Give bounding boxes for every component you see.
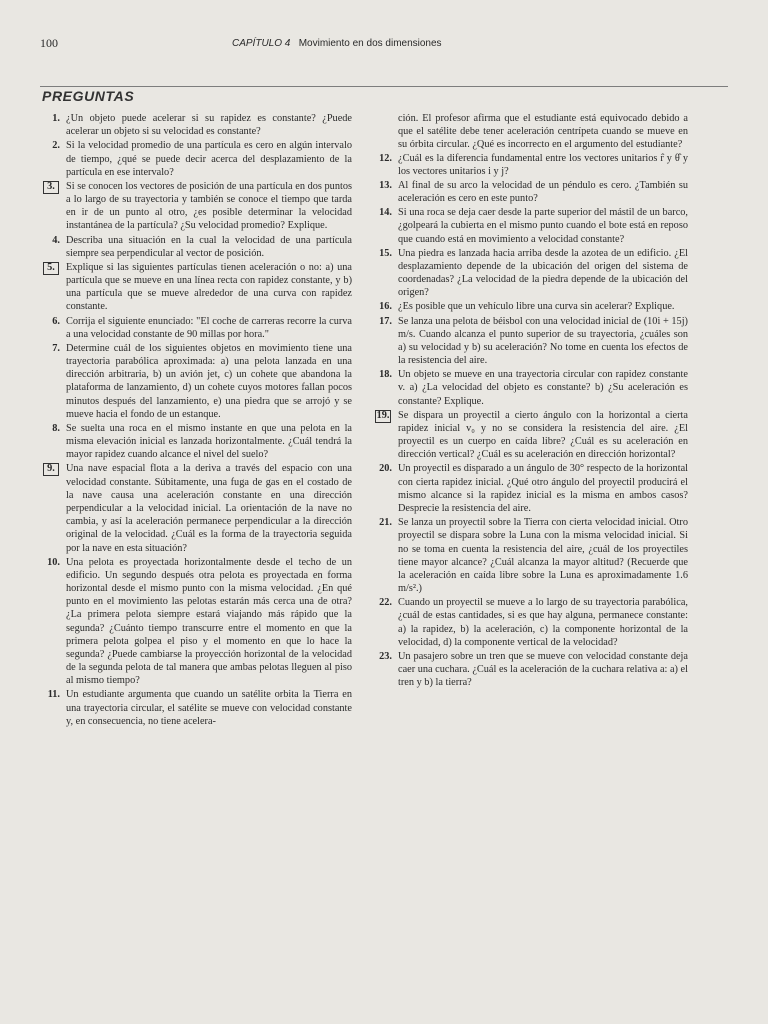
question-text: Un objeto se mueve en una trayectoria circular con rapidez constante v. a) ¿La velocidad del objeto es constante? b) ¿Su aceleración es constante? Explique. xyxy=(398,369,688,407)
question-1 xyxy=(40,112,352,138)
question-text: Al final de su arco la velocidad de un péndulo es cero. ¿También su aceleración es cero en este punto? xyxy=(398,179,688,205)
right-column xyxy=(372,112,688,690)
question-text: Se lanza una pelota de béisbol con una velocidad inicial de (10i + 15j) m/s. Cuando alcanza el punto superior de su trayectoria, ¿cuáles son a) su velocidad y b) su aceleración? No tome en cuenta los efectos de la resistencia del aire. xyxy=(398,315,688,367)
question-9 xyxy=(40,462,352,554)
question-number: 7. xyxy=(52,342,60,354)
question-text: Una pelota es proyectada horizontalmente desde el techo de un edificio. Un segundo después otra pelota es proyectada en forma horizontal desde el mismo punto con la misma velocidad. ¿En qué punto en el movimiento las pelotas estarán más cerca una de otra? ¿La primera pelota siempre estará viajando más rápido que la segunda? ¿Cuánto tiempo transcurre entre el momento en que la primera pelota golpea el piso y el momento en que lo hace la segunda? ¿Puede cambiarse la proyección horizontal de la velocidad de la segunda pelota de tal manera que ambas pelotas lleguen al piso al mismo tiempo? xyxy=(66,556,352,687)
question-number: 17. xyxy=(379,315,392,327)
question-text: ¿Es posible que un vehículo libre una curva sin acelerar? Explique. xyxy=(398,301,675,313)
question-number-boxed: 19. xyxy=(376,409,390,421)
question-16 xyxy=(372,300,688,313)
page-number: 100 xyxy=(40,36,58,50)
left-column xyxy=(40,112,352,729)
question-text: Se suelta una roca en el mismo instante en que una pelota en la misma elevación inicial es lanzada horizontalmente. ¿Cuál tendrá la mayor rapidez cuando alcance el nivel del suelo? xyxy=(66,422,352,461)
question-6 xyxy=(40,315,352,341)
question-20 xyxy=(372,462,688,515)
question-number: 11. xyxy=(47,689,60,701)
question-18 xyxy=(372,368,688,408)
question-4 xyxy=(40,234,352,260)
question-number-boxed: 9. xyxy=(43,463,59,476)
question-7 xyxy=(40,342,352,421)
question-text: Una piedra es lanzada hacia arriba desde la azotea de un edificio. ¿El desplazamiento depende de la ubicación del origen del sistema de coordenadas? ¿La velocidad de la piedra depende de la ubicación del origen? xyxy=(398,247,688,299)
running-header xyxy=(232,38,442,49)
question-number: 13. xyxy=(379,179,392,191)
question-number: 8. xyxy=(52,422,60,434)
question-10 xyxy=(40,556,352,688)
question-text: Un estudiante argumenta que cuando un satélite orbita la Tierra en una trayectoria circular, el satélite se mueve con velocidad constante y, en consecuencia, no tiene acelera- xyxy=(66,689,352,727)
chapter-label: CAPÍTULO 4 xyxy=(232,38,291,49)
question-21 xyxy=(372,516,688,595)
question-number: 10. xyxy=(47,556,60,568)
question-text: Si una roca se deja caer desde la parte superior del mástil de un barco, ¿golpeará la cubierta en el mismo punto cuando el bote está en reposo que cuando está en movimiento a velocidad constante? xyxy=(398,207,688,245)
question-text: Si la velocidad promedio de una partícula es cero en algún intervalo de tiempo, ¿qué se puede decir acerca del desplazamiento de la partícula en ese intervalo? xyxy=(66,140,352,178)
question-22 xyxy=(372,596,688,649)
question-number: 22. xyxy=(379,597,392,609)
question-17 xyxy=(372,315,688,368)
question-text: Un pasajero sobre un tren que se mueve con velocidad constante deja caer una cuchara. ¿Cuál es la aceleración de la cuchara relativa a: a) el tren y b) la tierra? xyxy=(398,650,688,689)
question-19 xyxy=(372,409,688,462)
question-number: 1. xyxy=(52,113,60,124)
question-11 xyxy=(40,688,352,728)
question-text: Determine cuál de los siguientes objetos en movimiento tiene una trayectoria parabólica aproximada: a) una pelota lanzada en una dirección arbitraria, b) un avión jet, c) un cohete que abandona la plataforma de lanzamiento, d) un cohete cuyos motores fallan pocos minutos después del lanzamiento, e) una piedra que se arrojó y se mueve hacia el fondo de un estanque. xyxy=(66,342,352,420)
question-number: 18. xyxy=(379,369,392,381)
question-number: 16. xyxy=(379,301,392,313)
question-13 xyxy=(372,179,688,205)
question-number: 21. xyxy=(379,517,392,529)
question-2 xyxy=(40,139,352,179)
question-text: ¿Cuál es la diferencia fundamental entre los vectores unitarios r̂ y θ̂ y los vectores unitarios i y j? xyxy=(398,152,688,177)
question-text: Si se conocen los vectores de posición de una partícula en dos puntos a lo largo de su trayectoria y también se conoce el tiempo que tarda en ir de un punto al otro, ¿es posible determinar la velocidad instantánea de la partícula? ¿Su velocidad promedio? Explique. xyxy=(66,180,352,232)
question-text: Corrija el siguiente enunciado: "El coche de carreras recorre la curva a una velocidad constante de 90 millas por hora." xyxy=(66,315,352,340)
question-text: Describa una situación en la cual la velocidad de una partícula siempre sea perpendicular al vector de posición. xyxy=(66,234,352,259)
question-text: Se dispara un proyectil a cierto ángulo con la horizontal a cierta rapidez inicial v₀ y no se considera la resistencia del aire. ¿El proyectil es un cuerpo en caída libre? ¿Cuál es su aceleración en dirección vertical? ¿Cuál es su aceleración en dirección horizontal? xyxy=(398,409,688,461)
question-number-boxed: 5. xyxy=(43,262,59,275)
question-number-boxed: 3. xyxy=(43,181,59,194)
question-text: ¿Un objeto puede acelerar si su rapidez es constante? ¿Puede acelerar un objeto si su velocidad es constante? xyxy=(66,113,352,138)
question-11-continuation: ción. El profesor afirma que el estudiante está equivocado debido a que el satélite debe tener aceleración centrípeta cuando se mueve en su órbita circular. ¿Qué es incorrecto en el argumento del estudiante? xyxy=(398,113,688,151)
question-number: 2. xyxy=(52,140,60,152)
question-23 xyxy=(372,650,688,690)
section-title: PREGUNTAS xyxy=(42,88,135,104)
header-divider xyxy=(40,86,728,87)
question-15 xyxy=(372,247,688,300)
question-8 xyxy=(40,422,352,462)
question-text: Cuando un proyectil se mueve a lo largo de su trayectoria parabólica, ¿cuál de estas cantidades, si es que hay alguna, permanece constante: a) la rapidez, b) la aceleración, c) la componente horizontal de la velocidad, d) la componente vertical de la velocidad? xyxy=(398,597,688,648)
question-text: Se lanza un proyectil sobre la Tierra con cierta velocidad inicial. Otro proyectil se dispara sobre la Luna con la misma velocidad inicial. Si no se toma en cuenta la resistencia del aire, ¿cuál de los proyectiles tiene mayor alcance? ¿Cuál alcanza la mayor altitud? (Recuerde que la aceleración en caída libre sobre la Luna es aproximadamente 1.6 m/s².) xyxy=(398,517,688,595)
question-number: 20. xyxy=(379,463,392,475)
question-text: Explique si las siguientes partículas tienen aceleración o no: a) una partícula que se mueve en una línea recta con rapidez constante, y b) una partícula que se mueve alrededor de una curva con rapidez constante. xyxy=(66,261,352,313)
question-number: 4. xyxy=(52,234,60,246)
question-number: 14. xyxy=(379,207,392,219)
question-number: 12. xyxy=(379,152,392,164)
question-number: 23. xyxy=(379,650,392,662)
question-text: Un proyectil es disparado a un ángulo de 30° respecto de la horizontal con cierta rapidez inicial. ¿Qué otro ángulo del proyectil producirá el mismo alcance si la rapidez inicial es la misma en ambos casos? Desprecie la resistencia del aire. xyxy=(398,463,688,514)
question-14 xyxy=(372,206,688,246)
question-number: 6. xyxy=(52,315,60,327)
question-3 xyxy=(40,180,352,233)
question-5 xyxy=(40,261,352,314)
chapter-title: Movimiento en dos dimensiones xyxy=(298,38,442,49)
question-number: 15. xyxy=(379,247,392,259)
question-12 xyxy=(372,152,688,178)
question-text: Una nave espacial flota a la deriva a través del espacio con una velocidad constante. Súbitamente, una fuga de gas en el costado de la nave causa una aceleración constante en una dirección perpendicular a la velocidad inicial. La orientación de la nave no cambia, y así la aceleración permanece perpendicular a la dirección original de la velocidad. ¿Cuál es la forma de la trayectoria seguida por la nave en esta situación? xyxy=(66,463,352,554)
